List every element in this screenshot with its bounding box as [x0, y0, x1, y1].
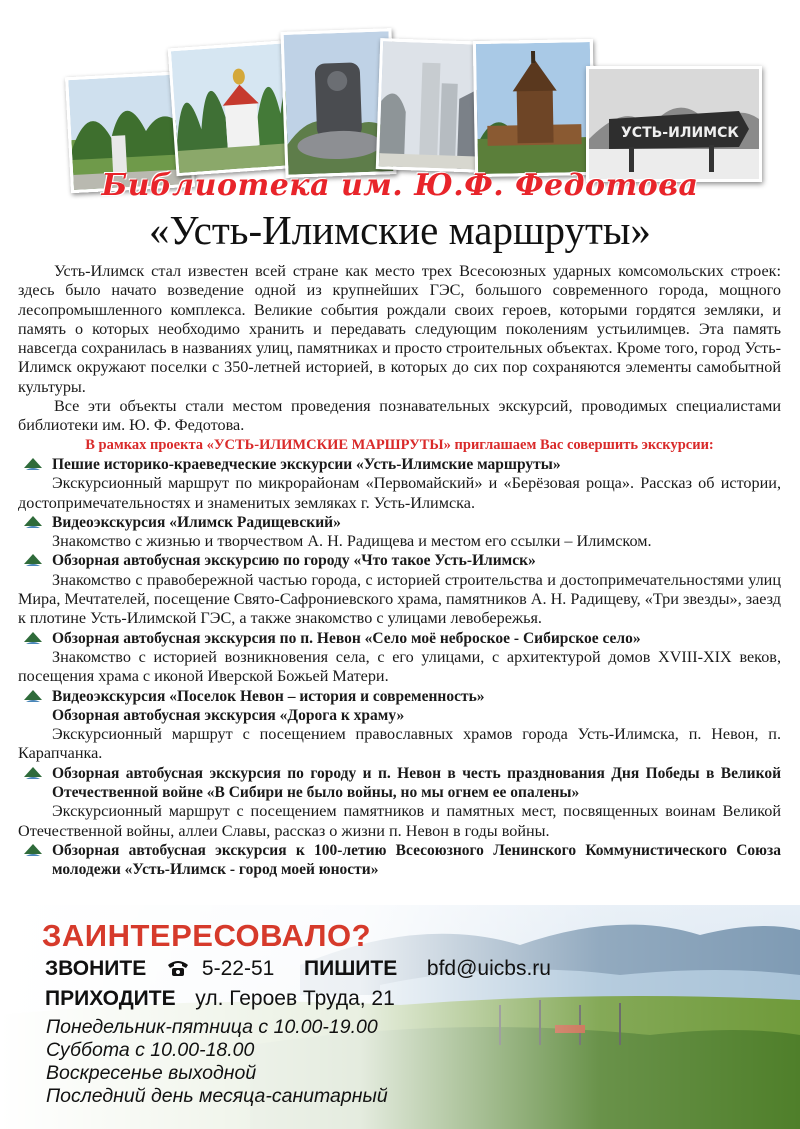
cta-heading: ЗАИНТЕРЕСОВАЛО?	[42, 918, 372, 953]
project-promo: В рамках проекта «УСТЬ-ИЛИМСКИЕ МАРШРУТЫ» приглашаем Вас совершить экскурсии:	[85, 436, 714, 453]
phone-icon	[166, 959, 190, 977]
excursion-item	[18, 764, 781, 841]
sign-text: УСТЬ-ИЛИМСК	[621, 125, 739, 141]
tree-bullet-icon	[24, 632, 42, 646]
tree-bullet-icon	[24, 767, 42, 781]
excursion-item	[18, 551, 781, 628]
write-label: ПИШИТЕ	[304, 957, 398, 980]
photo-wooden-tower	[473, 39, 595, 177]
excursion-title: Обзорная автобусная экскурсию по городу «Что такое Усть-Илимск»	[52, 552, 536, 570]
excursion-title: Видеоэкскурсия «Поселок Невон – история и современность»	[52, 687, 485, 705]
tree-bullet-icon	[24, 516, 42, 530]
photo-chapel	[168, 40, 301, 176]
intro-paragraph-2: Все эти объекты стали местом проведения познавательных экскурсий, проводимых специалистами библиотеки им. Ю. Ф. Федотова.	[18, 397, 781, 435]
intro-paragraph-1: Усть-Илимск стал известен всей стране как место трех Всесоюзных ударных комсомольских строек: здесь было начато возведение одной из крупнейших ГЭС, большого современного города, мощного лесопромышленного комплекса. Великие события рождали своих героев, которыми гордятся земляки, и память о которых необходимо хранить и передавать следующим поколениям устьилимцев. Эта память навсегда сохранилась в названиях улиц, памятниках и просто строительных объектах. Кроме того, город Усть-Илимск окружают поселки с 350-летней историей, в которых до сих пор сохраняются элементы самобытной культуры.	[18, 262, 781, 396]
hours-line: Воскресенье выходной	[46, 1062, 257, 1084]
excursion-desc: Экскурсионный маршрут по микрорайонам «Первомайский» и «Берёзовая роща». Рассказ об истории, достопримечательностях и знаменитых земляках г. Усть-Илимска.	[18, 474, 781, 512]
hours-line: Суббота с 10.00-18.00	[46, 1039, 255, 1061]
excursion-item	[18, 455, 781, 513]
excursion-desc: Экскурсионный маршрут с посещением памятников и памятных мест, посвященных воинам Великой Отечественной войны, аллеи Славы, рассказ о жизни п. Невон в годы войны.	[18, 802, 781, 840]
excursion-title: Обзорная автобусная экскурсия по городу и п. Невон в честь празднования Дня Победы в Великой Отечественной войне «В Сибири не было войны, но мы огнем ее опалены»	[52, 764, 781, 802]
contact-line-address	[45, 987, 395, 1011]
library-name: Библиотека им. Ю.Ф. Федотова	[101, 168, 699, 203]
excursion-desc: Экскурсионный маршрут с посещением православных храмов города Усть-Илимска, п. Невон, п. Карапчанка.	[18, 725, 781, 763]
visit-label: ПРИХОДИТЕ	[45, 987, 176, 1010]
body-text	[18, 262, 781, 880]
excursion-title: Обзорная автобусная экскурсия к 100-летию Всесоюзного Ленинского Коммунистического Союза молодежи «Усть-Илимск - город моей юности»	[52, 841, 781, 879]
tree-bullet-icon	[24, 844, 42, 858]
opening-hours	[46, 1016, 388, 1108]
phone-number[interactable]: 5-22-51	[201, 957, 275, 980]
excursion-title: Видеоэкскурсия «Илимск Радищевский»	[52, 513, 341, 531]
excursion-item	[18, 513, 781, 552]
tree-bullet-icon	[24, 458, 42, 472]
call-label: ЗВОНИТЕ	[45, 957, 147, 980]
excursion-desc: Знакомство с жизнью и творчеством А. Н. Радищева и местом его ссылки – Илимском.	[52, 532, 652, 551]
email-address[interactable]: bfd@uicbs.ru	[426, 957, 551, 980]
excursion-desc: Знакомство с историей возникновения села, с его улицами, с архитектурой домов XVIII-XIX веков, посещения храма с иконой Иверской Божьей Матери.	[18, 647, 781, 686]
excursion-desc: Знакомство с правобережной частью города, с историей строительства и достопримечательностями улиц Мира, Мечтателей, посещение Свято-Сафрониевского храма, памятников А. Н. Радищеву, «Три звезды», заезд к плотине Усть-Илимской ГЭС, а также знакомство с улицами левобережья.	[18, 570, 781, 628]
hours-line: Последний день месяца-санитарный	[46, 1085, 388, 1107]
contact-line-phone-email	[45, 957, 551, 981]
tree-bullet-icon	[24, 690, 42, 704]
excursion-item	[18, 629, 781, 687]
excursion-item	[18, 841, 781, 880]
page-title: «Усть-Илимские маршруты»	[149, 207, 651, 253]
hours-line: Понедельник-пятница с 10.00-19.00	[46, 1016, 378, 1038]
excursion-title: Обзорная автобусная экскурсия по п. Невон «Село моё неброское - Сибирское село»	[52, 629, 641, 647]
excursion-title-secondary: Обзорная автобусная экскурсия «Дорога к храму»	[52, 706, 405, 724]
photo-city-sign	[586, 66, 762, 182]
excursion-item	[18, 687, 781, 764]
excursion-title: Пешие историко-краеведческие экскурсии «Усть-Илимские маршруты»	[52, 455, 561, 473]
tree-bullet-icon	[24, 554, 42, 568]
address: ул. Героев Труда, 21	[195, 987, 395, 1010]
